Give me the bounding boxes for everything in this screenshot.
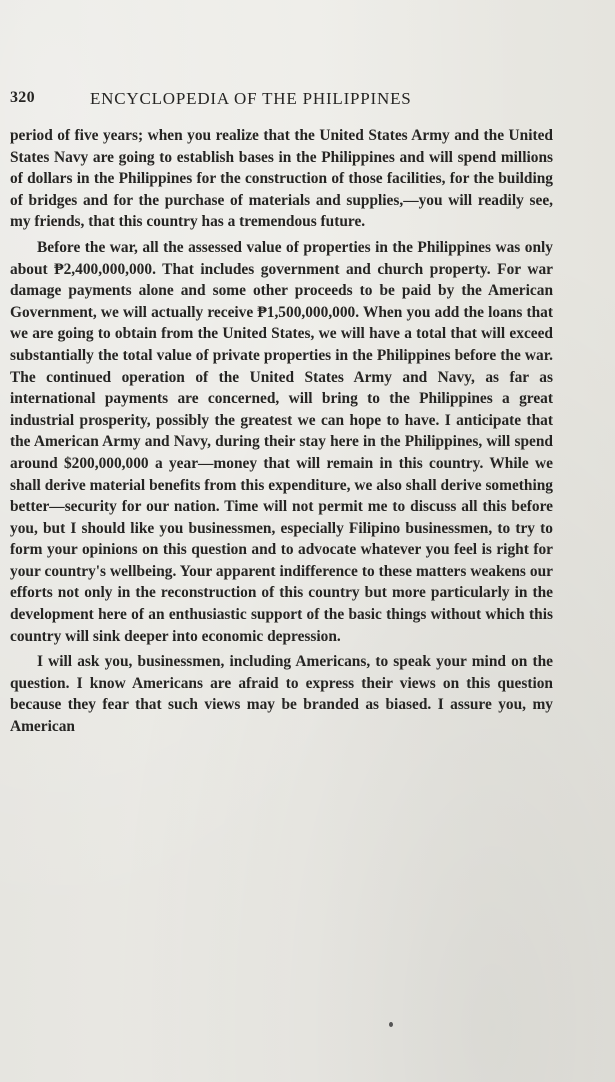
paragraph-continued: period of five years; when you realize that the United States Army and the United States Navy are going to establish bases in the Philippines and will spend millions of dollars in the Philippines for the construction of those facilities, for the building of bridges and for the purchase of materials and supplies,—you will readily see, my friends, that this country has a tremendous future. [10, 127, 553, 231]
print-speck [389, 1022, 393, 1027]
paragraph: Before the war, all the assessed value of properties in the Philippines was only about ₱2,400,000,000. That includes government and church property. For war damage payments alone and some other proceeds to be paid by the American Government, we will actually receive ₱1,500,000,000. When you add the loans that we are going to obtain from the United States, we will have a total that will exceed substantially the total value of private properties in the Philippines before the war. The continued operation of the United States Army and Navy, as far as international payments are concerned, will bring to the Philippines a great industrial prosperity, possibly the greatest we can hope to have. I anticipate that the American Army and Navy, during their stay here in the Philippines, will spend around $200,000,000 a year—money that will remain in this country. While we shall derive material benefits from this expenditure, we also shall derive something better—security for our nation. Time will not permit me to discuss all this before you, but I should like you businessmen, especially Filipino businessmen, to try to form your opinions on this question and to advocate whatever you feel is right for your country's wellbeing. Your apparent indifference to these matters weakens our efforts not only in the reconstruction of this country but more particularly in the development here of an enthusiastic support of the basic things without which this country will sink deeper into economic depression. [10, 238, 553, 645]
page-number: 320 [10, 89, 35, 106]
running-title: ENCYCLOPEDIA OF THE PHILIPPINES [90, 89, 412, 108]
body-text [10, 125, 553, 742]
paragraph: I will ask you, businessmen, including Americans, to speak your mind on the question. I know Americans are afraid to express their views on this question because they fear that such views may be branded as biased. I assure you, my American [10, 653, 553, 736]
running-header [10, 89, 590, 111]
